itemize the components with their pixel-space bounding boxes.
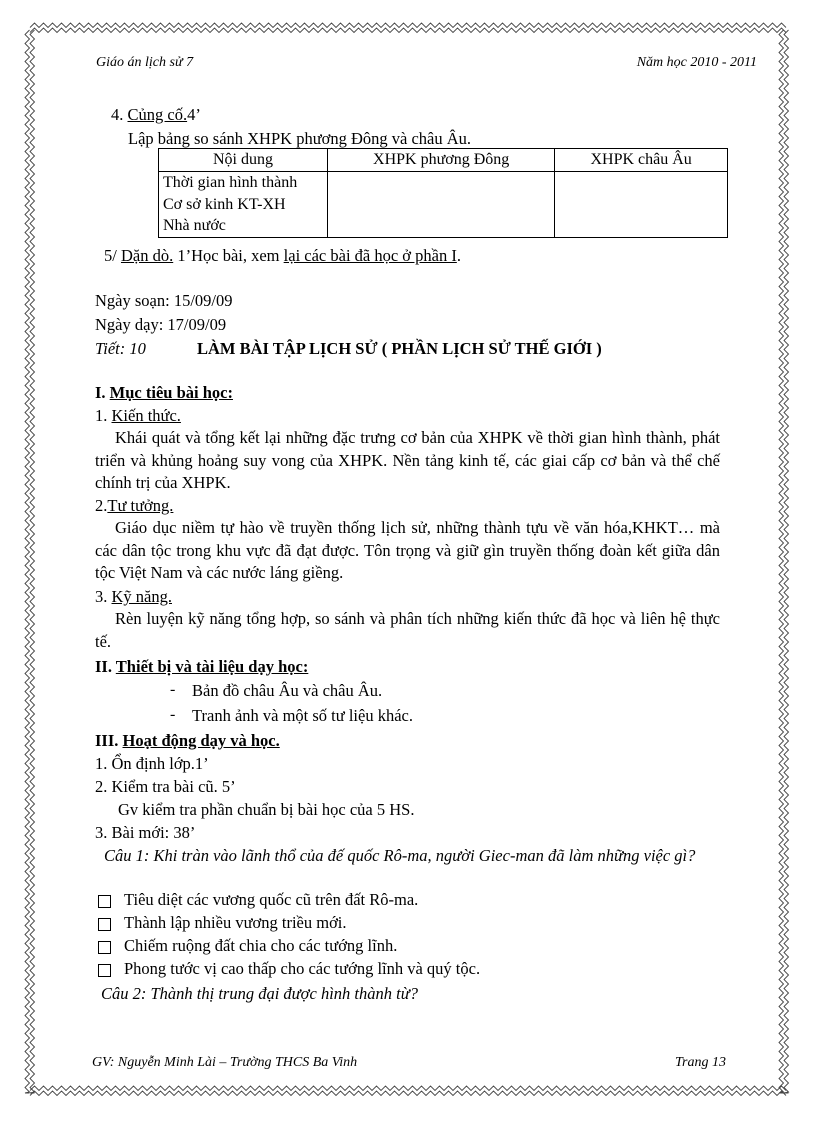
lesson-title: LÀM BÀI TẬP LỊCH SỬ ( PHẦN LỊCH SỬ THẾ GIỚI ) [197,339,602,358]
question-2: Câu 2: Thành thị trung đại được hình thành từ? [101,984,418,1003]
activities-heading: III. Hoạt động dạy và học. [95,731,280,750]
question-1: Câu 1: Khi tràn vào lãnh thổ của đế quốc Rô-ma, người Giec-man đã làm những việc gì? [104,846,696,865]
equipment-item: Bản đồ châu Âu và châu Âu. [192,681,383,700]
option-checkbox[interactable] [98,941,111,954]
option-text: Thành lập nhiều vương triều mới. [124,913,347,932]
homework-line: 5/ Dặn dò. 1’Học bài, xem lại các bài đã học ở phần I. [104,246,461,265]
objectives-heading: I. Mục tiêu bài học: [95,383,233,402]
bullet-dash: - [170,681,176,698]
header-right: Năm học 2010 - 2011 [636,55,757,70]
table-cell-line: Cơ sở kinh KT-XH [163,195,286,213]
knowledge-heading: 1. Kiến thức. [95,406,181,425]
table-cell-east [328,172,555,238]
table-header-cell: Nội dung [159,149,328,172]
thought-text: Giáo dục niềm tự hào về truyền thống lịch sử, những thành tựu về văn hóa,KHKT… mà các dân tộc trong khu vực đã đạt được. Tôn trọng và giữ gìn truyền thống đoàn kết giữa dân tộc Việt Nam và các nước láng giềng. [95,518,720,582]
step-2: 2. Kiểm tra bài cũ. 5’ [95,777,236,796]
table-cell-content [159,172,328,238]
consolidation-task: Lập bảng so sánh XHPK phương Đông và châu Âu. [128,129,472,148]
option-text: Phong tước vị cao thấp cho các tướng lĩnh và quý tộc. [124,959,481,978]
option-checkbox[interactable] [98,918,111,931]
bullet-dash: - [170,706,176,723]
table-cell-line: Nhà nước [163,217,226,234]
step-2-detail: Gv kiểm tra phần chuẩn bị bài học của 5 HS. [118,800,415,819]
option-checkbox[interactable] [98,895,111,908]
equipment-item: Tranh ảnh và một số tư liệu khác. [192,706,413,725]
step-1: 1. Ổn định lớp.1’ [95,754,209,773]
table-row [159,172,728,238]
prep-date: Ngày soạn: 15/09/09 [95,291,233,310]
equipment-heading: II. Thiết bị và tài liệu dạy học: [95,657,309,676]
consolidation-heading: 4. Củng cố.4’ [111,105,201,124]
table-cell-europe [555,172,728,238]
table-header-cell: XHPK châu Âu [555,149,728,172]
footer-left: GV: Nguyễn Minh Lài – Trường THCS Ba Vinh [92,1055,358,1070]
teach-date: Ngày dạy: 17/09/09 [95,315,227,334]
skills-text: Rèn luyện kỹ năng tổng hợp, so sánh và phân tích những kiến thức đã học và liên hệ thực tế. [95,609,720,651]
period-label: Tiết: 10 [95,339,146,358]
option-text: Chiếm ruộng đất chia cho các tướng lĩnh. [124,936,398,955]
option-text: Tiêu diệt các vương quốc cũ trên đất Rô-ma. [124,890,419,909]
step-3: 3. Bài mới: 38’ [95,823,196,842]
header-left: Giáo án lịch sử 7 [96,55,194,70]
table-cell-line: Thời gian hình thành [163,174,298,191]
thought-heading: 2.Tư tưởng. [95,496,174,515]
skills-heading: 3. Kỹ năng. [95,587,172,606]
knowledge-text: Khái quát và tổng kết lại những đặc trưng cơ bản của XHPK về thời gian hình thành, phát triển và khủng hoảng suy vong của XHPK. Nền tảng kinh tế, các giai cấp cơ bản và thể chế chính trị của XHPK. [95,428,720,492]
option-checkbox[interactable] [98,964,111,977]
footer-right: Trang 13 [675,1055,726,1070]
table-header-row [159,149,728,172]
table-header-cell: XHPK phương Đông [328,149,555,172]
comparison-table [158,148,728,238]
